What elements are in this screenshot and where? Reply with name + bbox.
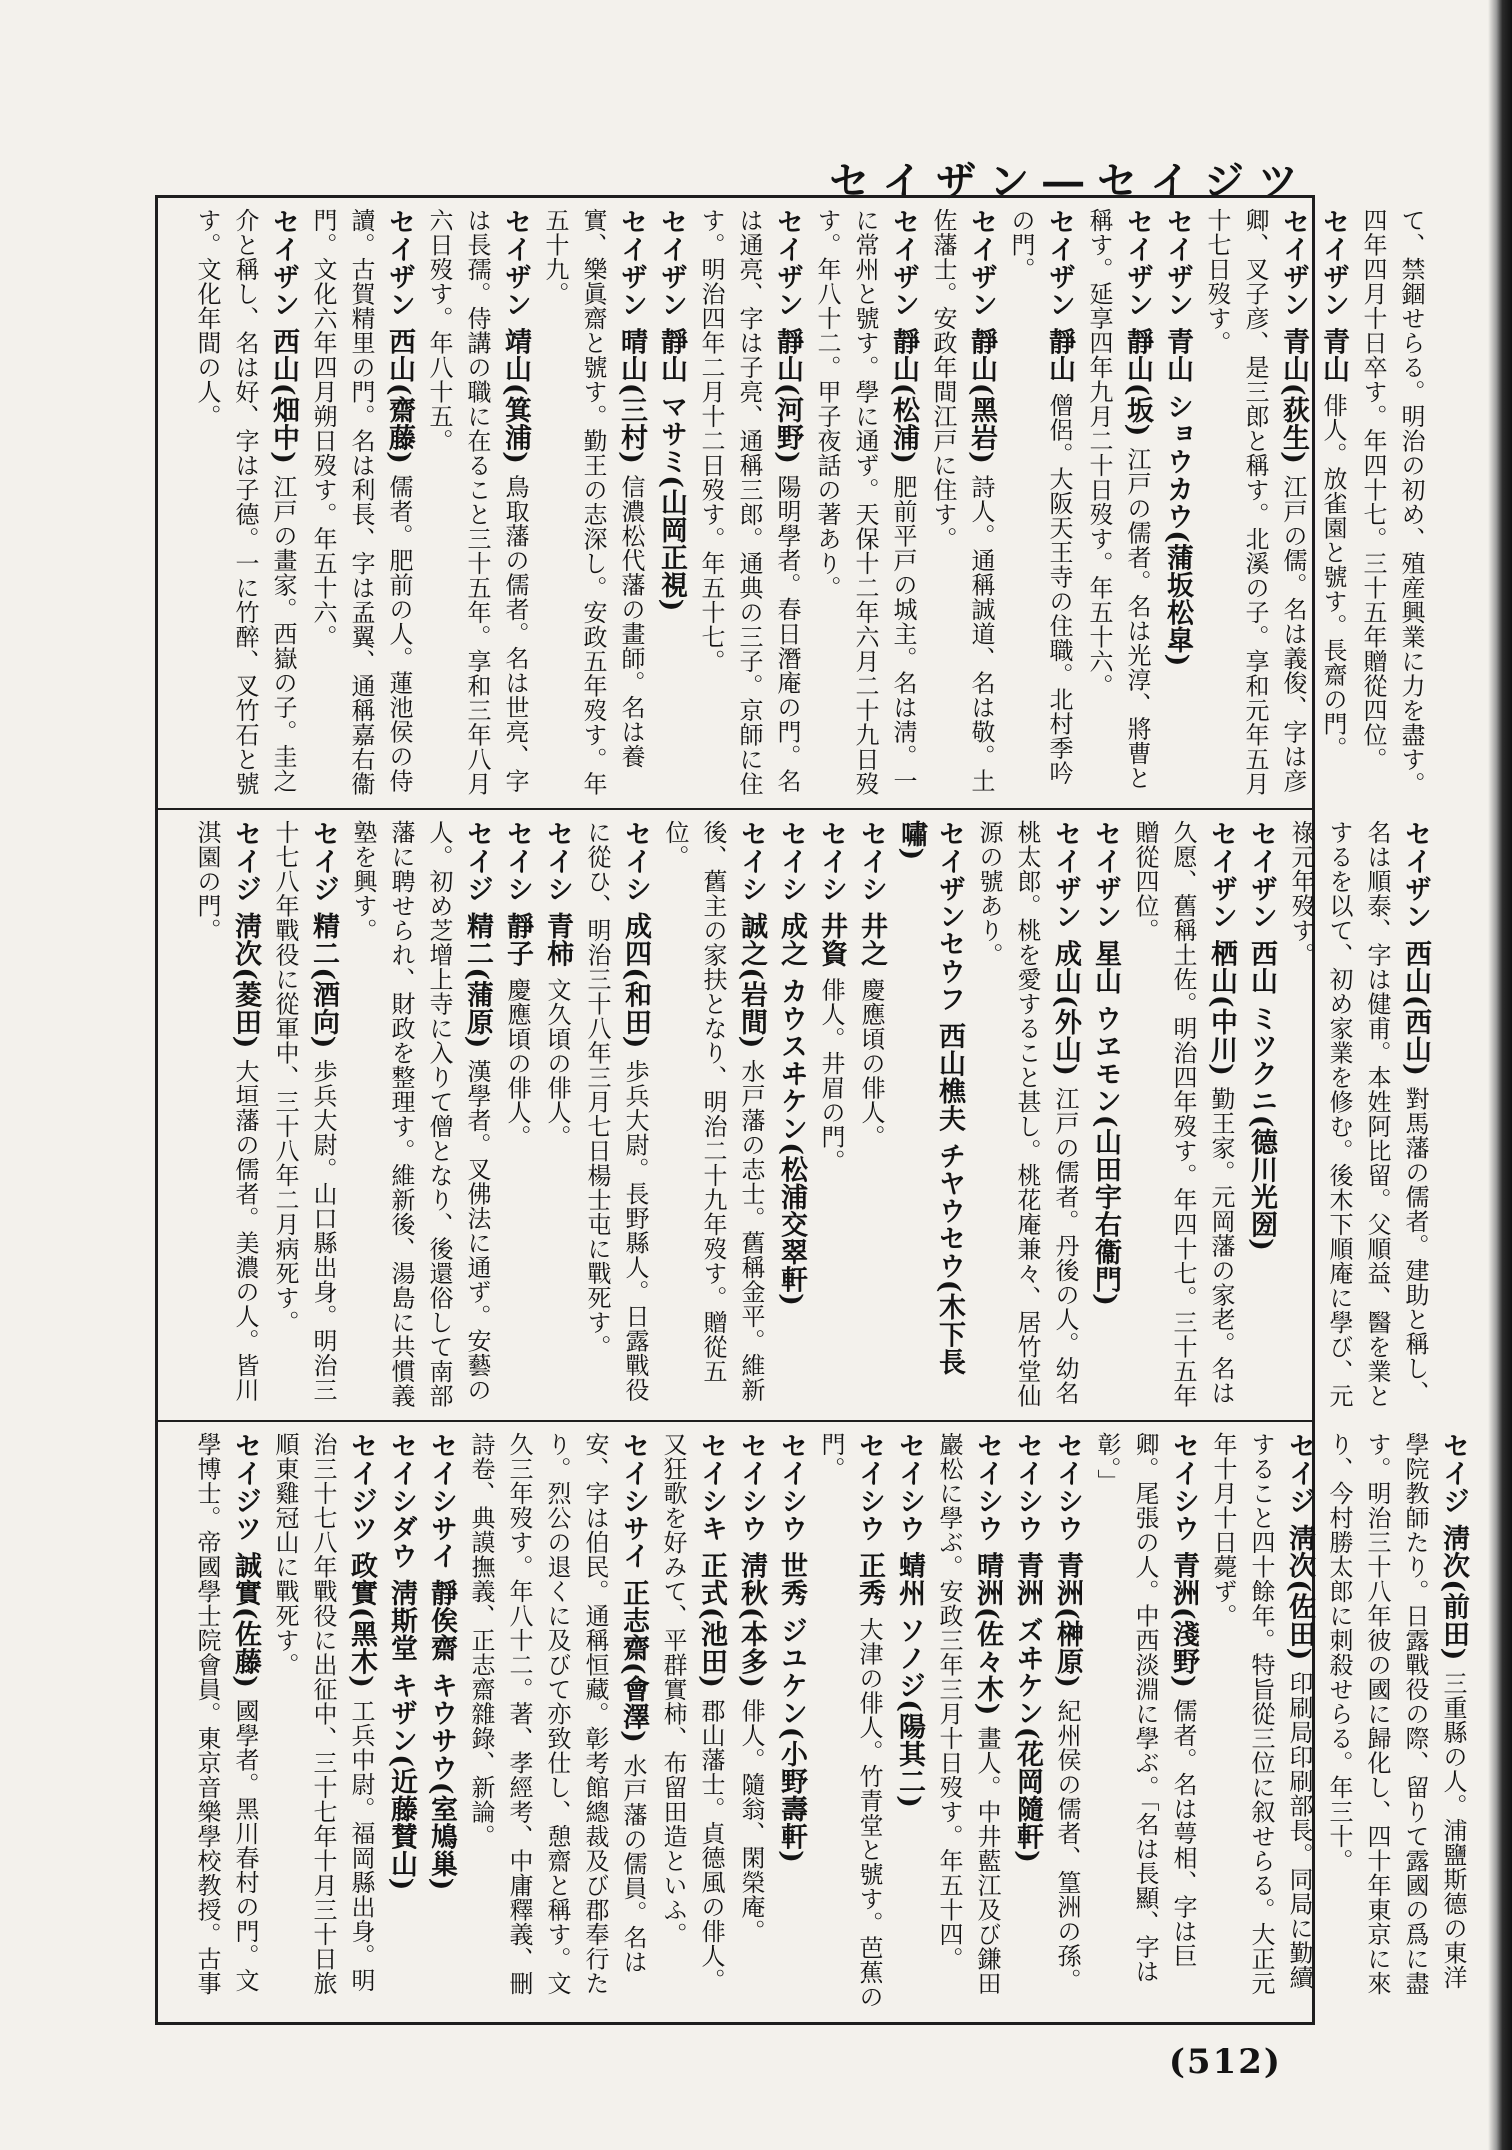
entry-description: 三重縣の人。浦鹽斯德の東洋學院教師たり。日露戰役の際、留りて露國の爲に盡す。明治三十八年彼の國に歸化し、四十年東京に來り、今村勝太郎に刺殺せらる。年三十。: [1325, 1432, 1467, 1996]
entry-description: 信濃松代藩の畫師。名は養實、樂眞齋と號す。勤王の志深し。安政五年歿す。年五十九。: [541, 208, 645, 796]
entry-name: 靜山(坂): [1122, 327, 1153, 447]
entry-name: 晴山(三村): [616, 327, 647, 475]
entry-description: 江戸の儒。名は義俊、字は彦卿、叉子彦、是三郎と稱す。北溪の子。享和元年五月十七日歿す。: [1203, 208, 1307, 796]
dictionary-entry: [924, 208, 1000, 798]
entry-kana: セイシウ: [776, 1432, 807, 1552]
entry-name: 正志齋(會澤): [618, 1579, 649, 1754]
entry-description: 大津の俳人。竹青堂と號す。芭蕉の門。: [817, 1432, 883, 2009]
entry-kana: セイザン: [888, 208, 919, 328]
dictionary-entry: [1086, 820, 1124, 1410]
dictionary-entry: [536, 208, 650, 798]
entry-name: 靜山: [1044, 327, 1075, 393]
entry-name: 井資: [816, 912, 847, 978]
dictionary-entry: [1088, 1432, 1202, 2012]
entry-name: 青洲(榊原): [1052, 1551, 1083, 1699]
dictionary-entry: [1080, 208, 1156, 798]
entry-kana: セイジ: [1284, 1432, 1315, 1525]
entry-kana: セイザン: [772, 208, 803, 328]
entry-name: 淸次(菱田): [230, 912, 261, 1059]
entry-kana: セイザン: [1050, 820, 1081, 940]
dictionary-entry: [892, 820, 968, 1410]
entry-description: 對馬藩の儒者。建助と稱し、名は順泰、字は健甫。本姓阿比留。父順益、醫を業とするを以て、初め家業を修む。後木下順庵に學び、元祿元年歿す。: [1287, 820, 1429, 1408]
entry-name: 青山 ショウカウ(蒲坂松皐): [1162, 327, 1193, 667]
entry-kana: セイシウ: [854, 1432, 885, 1552]
entry-name: 西山(齋藤): [384, 327, 415, 475]
entry-kana: セイシウ: [1052, 1432, 1083, 1552]
entry-description: 俳人。放雀園と號す。長齋の門。: [1319, 392, 1347, 761]
dictionary-entry: [578, 820, 654, 1410]
entry-name: 青洲 ズヰケン(花岡隨軒): [1012, 1551, 1043, 1864]
scan-page-edge: [1488, 0, 1512, 2150]
entry-description: 勤王家。元岡藩の家老。名は久愿、舊稱土佐。明治四年歿す。年四十七。三十五年贈從四位。: [1131, 820, 1235, 1408]
entry-description: 肥前平戸の城主。名は淸。一に常州と號す。學に通ず。天保十二年六月二十九日歿す。年八十二。甲子夜話の著あり。: [813, 208, 917, 796]
entry-description: 畫人。中井藍江及び鎌田巖松に學ぶ。安政三年三月十日歿す。年五十四。: [935, 1432, 1001, 1996]
dictionary-entry: [1126, 820, 1240, 1410]
dictionary-entry: [890, 1432, 928, 2012]
dictionary-entry: [188, 208, 302, 798]
dictionary-entry: [970, 820, 1084, 1410]
entry-description: て、禁錮せらる。明治の初め、殖産興業に力を盡す。四年四月十日卒す。年四十七。三十五年贈從四位。: [1359, 208, 1425, 796]
dictionary-entry: [1002, 208, 1078, 798]
entry-kana: セイジツ: [230, 1432, 261, 1552]
dictionary-entry: [732, 1432, 770, 2012]
entry-description: 大垣藩の儒者。美濃の人。皆川淇園の門。: [193, 820, 259, 1402]
dictionary-entry: [1008, 1432, 1046, 2012]
entry-description: 江戸の儒者。名は光淳、將曹と稱す。延享四年九月二十日歿す。年五十六。: [1085, 208, 1151, 790]
dictionary-entry: [1282, 820, 1434, 1410]
entry-name: 西山 ミツクニ(德川光圀): [1246, 939, 1277, 1252]
entry-name: 精二(蒲原): [462, 912, 493, 1059]
entry-name: 正秀: [854, 1551, 885, 1617]
entry-kana: セイジ: [308, 820, 339, 913]
dictionary-entry: [1048, 1432, 1086, 2012]
entry-description: 水戸藩の儒員。名は安、字は伯民。通稱恒藏。彰考館總裁及び郡奉行たり。烈公の退くに及びて亦致仕し、憩齋と稱す。文久三年歿す。年八十二。著、孝經考、中庸釋義、刪詩卷、典謨撫義、正志齋雜錄、新論。: [467, 1432, 647, 1996]
entry-kana: セイザン: [1122, 208, 1153, 328]
dictionary-entry: [266, 1432, 380, 2012]
entry-kana: セイザン: [1090, 820, 1121, 940]
entry-name: 誠實(佐藤): [230, 1551, 261, 1699]
entry-description: 慶應頃の俳人。: [503, 977, 531, 1149]
entry-name: 靜子: [502, 912, 533, 978]
page-frame: [155, 195, 1469, 2025]
entry-name: 井之: [856, 912, 887, 978]
entry-name: 誠之(岩間): [736, 912, 767, 1059]
dictionary-entry: [1158, 208, 1196, 798]
entry-name: 青山(荻生): [1278, 327, 1309, 475]
tier-top: [158, 198, 1425, 808]
entry-kana: セイシウ: [1012, 1432, 1043, 1552]
entry-kana: セイシダウ: [386, 1432, 417, 1580]
entry-description: 國學者。黑川春村の門。文學博士。帝國學士院會員。東京音樂學校教授。古事: [193, 1432, 259, 1996]
entry-description: 歩兵大尉。山口縣出身。明治三十七八年戰役に從軍中、三十八年二月病死す。: [271, 820, 337, 1402]
dictionary-entry: [1314, 208, 1352, 798]
entry-description: 鳥取藩の儒者。名は世亮、字は長孺。侍講の職に在ること三十五年。享和三年八月六日歿す。年八十五。: [425, 208, 529, 796]
entry-kana: セイザン: [1162, 208, 1193, 328]
dictionary-entry: [188, 1432, 264, 2012]
entry-name: 成之 カウスヰケン(松浦交翠軒): [776, 912, 807, 1307]
entry-name: 栖山(中川): [1206, 939, 1237, 1087]
entry-description: 俳人。隨翁、閑榮庵。: [737, 1698, 765, 1944]
entry-kana: セイシ: [736, 820, 767, 913]
dictionary-entry: [1204, 1432, 1318, 2012]
entry-description: 俳人。井眉の門。: [817, 977, 845, 1174]
entry-kana: セイザン: [1318, 208, 1349, 328]
dictionary-entry: [654, 1432, 730, 2012]
entry-description: 僧侶。大阪天王寺の住職。北村季吟の門。: [1007, 208, 1073, 785]
dictionary-entry: [656, 820, 770, 1410]
entry-kana: セイシ: [502, 820, 533, 913]
entry-name: 靜俟齋 キウサウ(室鳩巢): [426, 1579, 457, 1891]
entry-kana: セイザン: [1044, 208, 1075, 328]
entry-name: 靜山(河野): [772, 327, 803, 475]
dictionary-entry: [266, 820, 342, 1410]
dictionary-entry: [652, 208, 690, 798]
entry-kana: セイザン: [1278, 208, 1309, 328]
entry-name: 成四(和田): [620, 912, 651, 1059]
entry-kana: セイザン: [268, 208, 299, 328]
entry-description: 漢學者。叉佛法に通ず。安藝の人。初め芝增上寺に入りて僧となり、後還俗して南部藩に聘せられ、財政を整理す。維新後、湯島に共慣義塾を興す。: [349, 820, 491, 1408]
entry-kana: セイシ: [542, 820, 573, 913]
entry-name: 淸秋(本多): [736, 1551, 767, 1699]
entry-name: 靖山(箕浦): [500, 327, 531, 475]
entry-kana: セイシキ: [696, 1432, 727, 1552]
entry-description: 工兵中尉。福岡縣出身。明治三十七八年戰役に出征中、三十七年十月三十日旅順東雞冠山に戰死す。: [271, 1432, 375, 1996]
tier-bottom: [158, 1422, 1469, 2022]
dictionary-entry: [930, 1432, 1006, 2012]
entry-kana: セイシ: [620, 820, 651, 913]
entry-name: 靜山(黑岩): [966, 327, 997, 475]
dictionary-entry: [1198, 208, 1312, 798]
entry-kana: セイシウ: [972, 1432, 1003, 1552]
entry-name: 淸斯堂 キザン(近藤賛山): [386, 1579, 417, 1891]
entry-name: 青洲(淺野): [1168, 1551, 1199, 1699]
dictionary-entry: [772, 820, 810, 1410]
entry-kana: セイシウ: [736, 1432, 767, 1552]
entry-name: 青柿: [542, 912, 573, 978]
entry-description: 文久頃の俳人。: [543, 977, 571, 1149]
dictionary-entry: [382, 1432, 420, 2012]
entry-name: 淸次(佐田): [1284, 1524, 1315, 1671]
entry-description: 紀州侯の儒者、篁洲の孫。: [1053, 1698, 1081, 1993]
dictionary-entry: [772, 1432, 810, 2012]
entry-name: 西山樵夫 チヤウセウ(木下長嘯): [896, 820, 965, 1376]
entry-name: 世秀 ジユケン(小野壽軒): [776, 1551, 807, 1864]
entry-kana: セイシ: [856, 820, 887, 913]
entry-kana: セイシサイ: [426, 1432, 457, 1580]
dictionary-entry: [420, 208, 534, 798]
dictionary-entry: [808, 208, 922, 798]
entry-name: 星山 ウヱモン(山田宇右衞門): [1090, 939, 1121, 1307]
entry-kana: セイジ: [230, 820, 261, 913]
entry-name: 政實(黑木): [346, 1551, 377, 1699]
dictionary-entry: [812, 1432, 888, 2012]
entry-name: 淸次(前田): [1438, 1524, 1469, 1671]
entry-kana: セイザンセウフ: [934, 820, 965, 1023]
entry-description: 江戸の畫家。西嶽の子。圭之介と稱し、名は好、字は子德。一に竹醉、叉竹石と號す。文化年間の人。: [193, 208, 297, 796]
dictionary-entry: [1320, 1432, 1472, 2012]
entry-name: 蜻州 ソノジ(陽其二): [894, 1551, 925, 1809]
entry-kana: セイザン: [1206, 820, 1237, 940]
entry-kana: セイジ: [462, 820, 493, 913]
entry-name: 正式(池田): [696, 1551, 727, 1699]
dictionary-entry: [188, 820, 264, 1410]
entry-kana: セイジツ: [346, 1432, 377, 1552]
entry-kana: セイシウ: [1168, 1432, 1199, 1552]
dictionary-entry: [538, 820, 576, 1410]
entry-kana: セイジ: [1438, 1432, 1469, 1525]
entry-name: 西山(畑中): [268, 327, 299, 475]
entry-kana: セイザン: [500, 208, 531, 328]
tier-top-text: [186, 208, 1430, 798]
entry-name: 西山(西山): [1400, 939, 1431, 1087]
tier-bottom-text: [186, 1432, 1472, 2012]
entry-kana: セイシサイ: [618, 1432, 649, 1580]
entry-kana: セイザン: [656, 208, 687, 328]
entry-kana: セイザン: [384, 208, 415, 328]
entry-kana: セイザン: [1400, 820, 1431, 940]
entry-description: 儒者。肥前の人。蓮池侯の侍讀。古賀精里の門。名は利長、字は孟翼、通稱嘉右衞門。文化六年四月朔日歿す。年五十六。: [309, 208, 413, 796]
running-head: セイザン―セイジツ: [829, 158, 1312, 205]
dictionary-entry: [422, 1432, 460, 2012]
dictionary-entry: [304, 208, 418, 798]
entry-kana: セイシウ: [894, 1432, 925, 1552]
entry-kana: セイザン: [966, 208, 997, 328]
entry-kana: セイシ: [816, 820, 847, 913]
page-number: (512): [1168, 2042, 1282, 2082]
tier-middle: [158, 810, 1431, 1420]
entry-name: 成山(外山): [1050, 939, 1081, 1087]
entry-name: 青山: [1318, 327, 1349, 393]
entry-description: 儒者。名は萼相、字は巨卿。尾張の人。中西淡淵に學ぶ。「名は長顯、字は彰。」: [1093, 1432, 1197, 1984]
entry-name: 靜山(松浦): [888, 327, 919, 475]
entry-description: 詩人。通稱誠道、名は敬。土佐藩士。安政年間江戸に住す。: [929, 208, 995, 793]
dictionary-entry: [1242, 820, 1280, 1410]
entry-kana: セイザン: [616, 208, 647, 328]
entry-description: 郡山藩士。貞德風の俳人。又狂歌を好みて、平群實柿、布留田造といふ。: [659, 1432, 725, 1993]
dictionary-entry: [344, 820, 496, 1410]
entry-description: 江戸の儒者。丹後の人。幼名桃太郎。桃を愛すること甚し。桃花庵兼々、居竹堂仙源の號あり。: [975, 820, 1079, 1408]
entry-name: 晴洲(佐々木): [972, 1551, 1003, 1726]
dictionary-entry: [462, 1432, 652, 2012]
entry-description: 陽明學者。春日潛庵の門。名は通亮、字は子亮、通稱三郎。通典の三子。京師に住す。明治四年二月十二日歿す。年五十七。: [697, 208, 801, 796]
dictionary-entry: [692, 208, 806, 798]
entry-description: 印刷局印刷部長。同局に勤續すること四十餘年。特旨從三位に叙せらる。大正元年十月十日薨ず。: [1209, 1432, 1313, 1996]
entry-description: 慶應頃の俳人。: [857, 977, 885, 1149]
dictionary-entry: [1354, 208, 1430, 798]
tier-middle-text: [186, 820, 1434, 1410]
dictionary-entry: [498, 820, 536, 1410]
entry-kana: セイシ: [776, 820, 807, 913]
dictionary-entry: [812, 820, 850, 1410]
entry-description: 水戸藩の志士。舊稱金平。維新後、舊主の家扶となり、明治二十九年歿す。贈從五位。: [661, 820, 765, 1402]
dictionary-entry: [852, 820, 890, 1410]
entry-kana: セイザン: [1246, 820, 1277, 940]
entry-name: 靜山 マサミ(山岡正視): [656, 327, 687, 612]
entry-description: 歩兵大尉。長野縣人。日露戰役に從ひ、明治三十八年三月七日楊士屯に戰死す。: [583, 820, 649, 1402]
entry-name: 精二(酒向): [308, 912, 339, 1059]
